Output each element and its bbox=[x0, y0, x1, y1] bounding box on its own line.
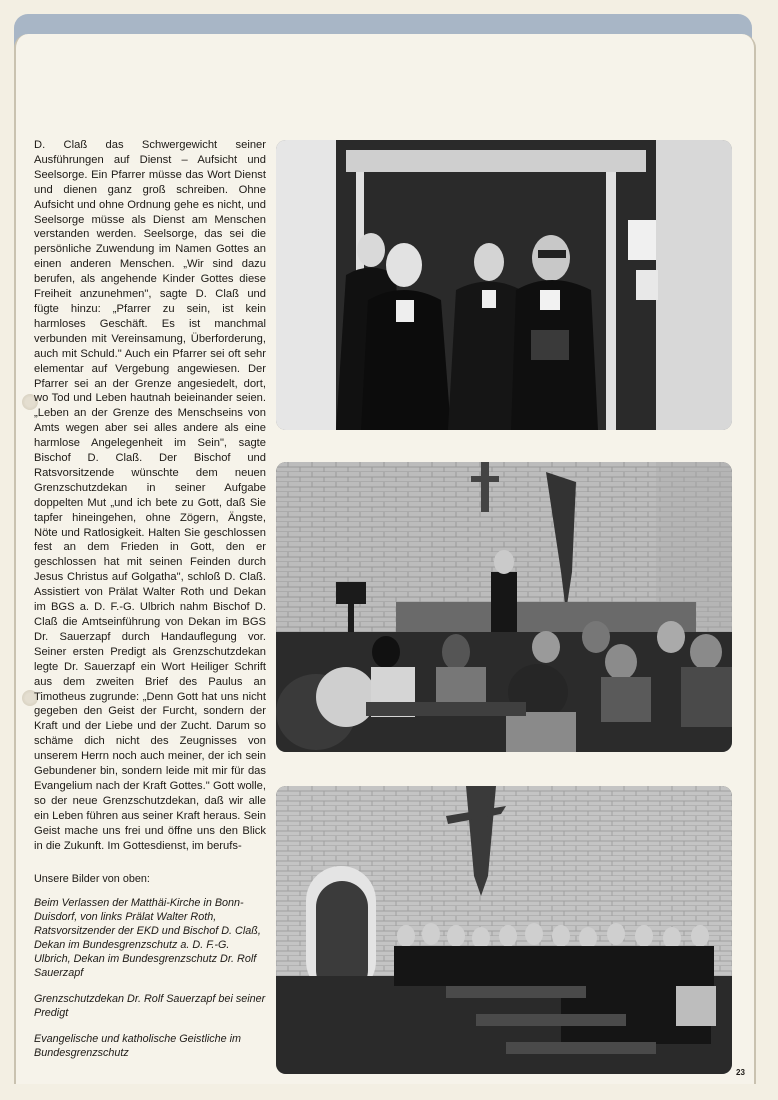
photo-captions bbox=[34, 872, 266, 1072]
page-number: 23 bbox=[736, 1068, 745, 1077]
caption-photo-3: Evangelische und katholische Geistliche im Bundesgrenzschutz bbox=[34, 1033, 242, 1059]
photo-clergy-leaving-church bbox=[276, 140, 732, 430]
photo-clergy-in-pews bbox=[276, 786, 732, 1074]
photo-sermon-in-church bbox=[276, 462, 732, 752]
caption-photo-2: Grenzschutzdekan Dr. Rolf Sauerzapf bei seiner Predigt bbox=[34, 993, 266, 1019]
caption-photo-1: Beim Verlassen der Matthäi-Kirche in Bonn-Duisdorf, von links Prälat Walter Roth, Ratsvorsitzender der EKD und Bischof D. Claß, Dekan im Bundesgrenzschutz a. D. F.-G. Ulbrich, Dekan im Bundesgrenzschutz Dr. Rolf Sauerzapf bbox=[34, 897, 261, 979]
article-body-text: D. Claß das Schwergewicht seiner Ausführungen auf Dienst – Aufsicht und Seelsorge. Ein Pfarrer müsse das Wort Dienst und dienen ganz groß schreiben. Ohne Aufsicht und ohne Ordnung gehe es nicht, und Seelsorge müsse als Dienst am Menschen verstanden werden. Seelsorge, das sei die persönliche Zuwendung im Namen Gottes an einen anderen Menschen. „Wir sind dazu berufen, als angehende Kinder Gottes diese Freiheit anzunehmen", sagte D. Claß und fügte hinzu: „Pfarrer zu sein, ist kein harmloses Geschäft. Es ist manchmal verbunden mit Vereinsamung, Überforderung, auch mit Schuld." Auch ein Pfarrer sei oft sehr elementar auf Vergebung angewiesen. Der Pfarrer sei an der Grenze angesiedelt, dort, wo Tod und Leben hautnah beieinander seien. „Leben an der Grenze des Menschseins von Amts wegen aber sei alles andere als eine harmlose Angelegenheit im Sein", sagte Bischof D. Claß. Der Bischof und Ratsvorsitzende wünschte dem neuen Grenzschutzdekan in seiner Aufgabe doppelten Mut „und ich bete zu Gott, daß Sie tapfer hineingehen, ohne Zögern, Ängste, Nöte und Ratlosigkeit. Halten Sie geschlossen fest an dem Frieden in Gott, den er geschlossen hat mit seinen Feinden durch Jesus Christus auf Golgatha", schloß D. Claß. Assistiert von Prälat Walter Roth und Dekan im BGS a. D. F.-G. Ulbrich nahm Bischof D. Claß die Amtseinführung von Dekan im BGS Dr. Sauerzapf durch Handauflegung vor. Seiner ersten Predigt als Grenzschutzdekan legte Dr. Sauerzapf ein Wort Heiliger Schrift aus dem zweiten Brief des Paulus an Timotheus zugrunde: „Denn Gott hat uns nicht gegeben den Geist der Furcht, sondern der Kraft und der Liebe und der Zucht. Darum so schäme dich nicht des Zeugnisses von unserem Herrn noch auch meiner, der ich sein Gebundener bin, sondern leide mit mir für das Evangelium nach der Kraft Gottes." Gott wolle, so der neue Grenzschutzdekan, daß wir alle ein Leben führen aus seiner Kraft heraus. Sein Geist mache uns frei und öffne uns den Blick in die Zukunft. Im Gottesdienst, im berufs- bbox=[34, 139, 266, 852]
captions-intro: Unsere Bilder von oben: bbox=[34, 873, 150, 885]
